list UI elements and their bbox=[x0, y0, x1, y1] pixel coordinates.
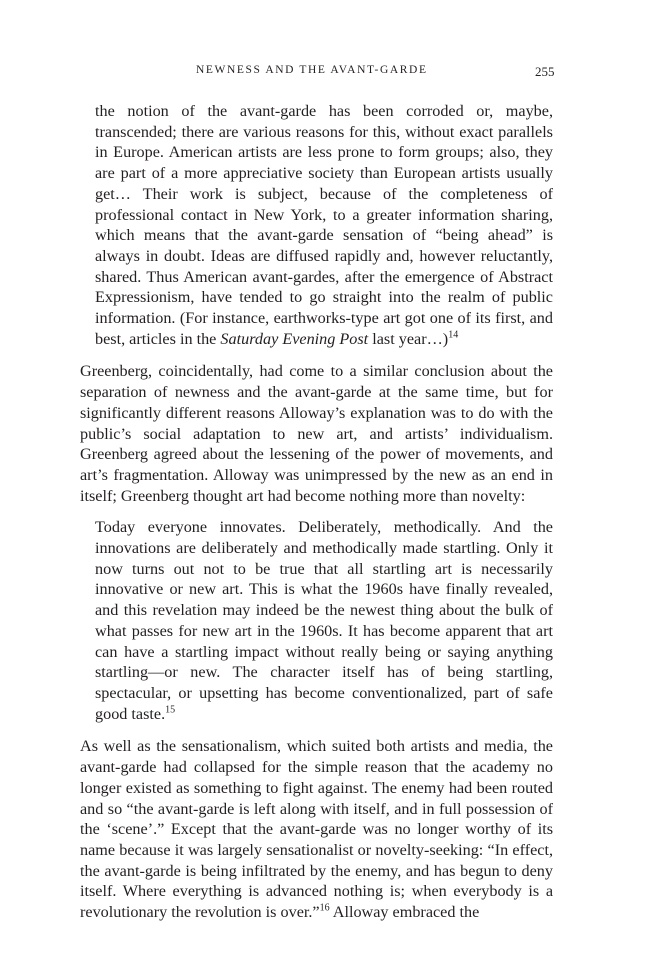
quote-text: Today everyone innovates. Deliberately, methodically. And the innovations are deliberately and methodically made startling. Only it now turns out not to be true that all startling art is necessarily innovative or new art. This is what the 1960s have finally revealed, and this revelation may indeed be the newest thing about the bulk of what passes for new art in the 1960s. It has become apparent that art can have a startling impact without really being or saying anything startling—or new. The character itself has of being startling, spectacular, or upsetting has become conventionalized, part of safe good taste. bbox=[95, 518, 553, 723]
running-header bbox=[0, 64, 650, 82]
footnote-ref-16: 16 bbox=[319, 902, 330, 914]
running-head-title: NEWNESS AND THE AVANT-GARDE bbox=[196, 64, 428, 76]
quote-text-end: last year…) bbox=[368, 329, 449, 348]
paragraph-greenberg: Greenberg, coincidentally, had come to a similar conclusion about the separation of newness and the avant-garde at the same time, but for significantly different reasons Alloway’s explanation was to do with the public’s social adaptation to new art, and artists’ individualism. Greenberg agreed about the lessening of the power of movements, and art’s fragmentation. Alloway was unimpressed by the new as an end in itself; Greenberg thought art had become nothing more than novelty: bbox=[80, 362, 553, 505]
block-quote-greenberg bbox=[95, 517, 553, 724]
block-quote-alloway bbox=[95, 101, 553, 349]
italic-title: Saturday Evening Post bbox=[220, 329, 369, 348]
paragraph-sensationalism bbox=[80, 736, 553, 922]
page-number: 255 bbox=[535, 64, 555, 79]
footnote-ref-15: 15 bbox=[165, 704, 176, 716]
quote-text: the notion of the avant-garde has been corroded or, maybe, transcended; there are various reasons for this, without exact parallels in Europe. American artists are less prone to form groups; also, they are part of a more appreciative society than European artists usually get… Their work is subject, because of the completeness of professional contact in New York, to a greater information sharing, which means that the avant-garde sensation of “being ahead” is always in doubt. Ideas are diffused rapidly and, however reluctantly, shared. Thus American avant-gardes, after the emergence of Abstract Expressionism, have tended to go straight into the realm of public information. (For instance, earthworks-type art got one of its first, and best, articles in the bbox=[95, 102, 553, 348]
body-text bbox=[80, 101, 553, 923]
paragraph-text-end: Alloway embraced the bbox=[329, 903, 480, 922]
paragraph-text: As well as the sensationalism, which suited both artists and media, the avant-garde had collapsed for the simple reason that the academy no longer existed as something to fight against. The enemy had been routed and so “the avant-garde is left along with itself, and in full possession of the ‘scene’.” Except that the avant-garde was no longer worthy of its name because it was largely sensationalist or novelty-seeking: “In effect, the avant-garde is being infiltrated by the enemy, and has begun to deny itself. Where everything is advanced nothing is; when everybody is a revolutionary the revolution is over.” bbox=[80, 737, 553, 922]
footnote-ref-14: 14 bbox=[448, 329, 459, 341]
